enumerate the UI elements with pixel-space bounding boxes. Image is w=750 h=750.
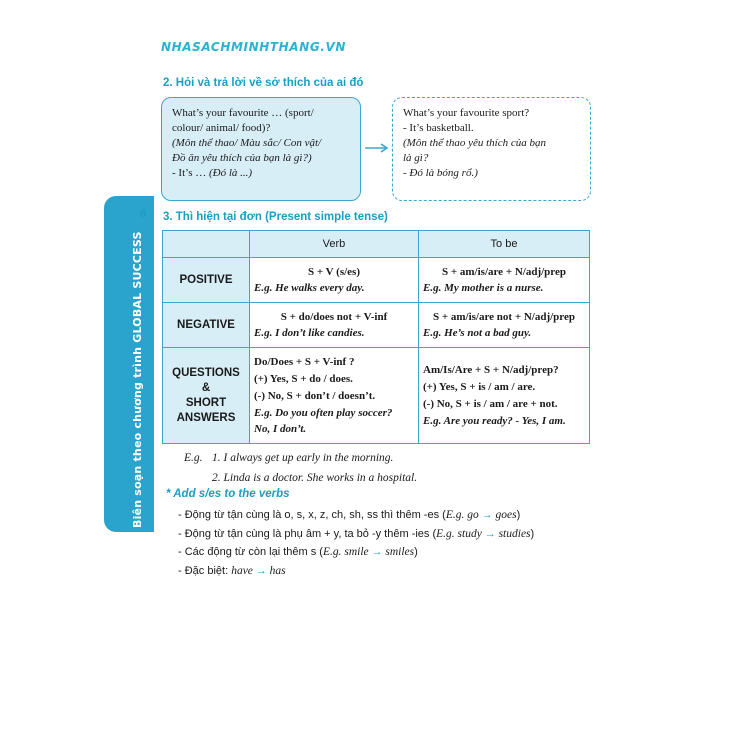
arrow-right-icon: → [255,564,267,577]
questions-tobe-line: (+) Yes, S + is / am / are. [423,381,536,393]
questions-verb-cell [250,348,419,444]
negative-verb-formula: S + do/does not + V-inf [280,311,388,323]
questions-verb-line: Do/Does + S + V-inf ? [254,356,355,368]
rule-item [178,525,534,544]
table-header-verb: Verb [250,231,419,258]
positive-verb-cell [250,258,419,303]
positive-tobe-example: E.g. My mother is a nurse. [423,282,544,294]
rule-example-lead: E.g. smile [322,546,372,558]
side-book-title: Biên soạn theo chương trình GLOBAL SUCCESS [131,231,144,528]
positive-verb-formula: S + V (s/es) [307,266,360,278]
side-tab [104,196,154,532]
positive-tobe-cell [419,258,590,303]
example-text-1: 1. I always get up early in the morning. [212,452,394,464]
negative-label: NEGATIVE [163,303,250,348]
left-line-5-italic: (Đó là ...) [208,167,253,179]
section-3-title: 3. Thì hiện tại đơn (Present simple tense) [163,211,388,223]
questions-tobe-example: E.g. Are you ready? - Yes, I am. [423,415,566,427]
rule-item [178,543,534,562]
arrow-right-icon: → [484,527,496,540]
questions-label-2: & [201,381,211,394]
questions-tobe-line: (-) No, S + is / am / are + not. [423,398,558,410]
examples-block [184,448,417,488]
example-line-2: 2. Linda is a doctor. She works in a hospital. [212,472,418,484]
rule-example-lead: E.g. go [445,509,482,521]
questions-label-3: SHORT [185,396,227,409]
present-simple-table [162,230,590,444]
negative-verb-cell [250,303,419,348]
rule-example-result: goes [495,509,517,521]
rule-example-lead: E.g. study [436,527,485,540]
questions-verb-line: (-) No, S + don’t / doesn’t. [254,390,376,402]
left-line-5 [172,166,352,181]
questions-tobe-line: Am/Is/Are + S + N/adj/prep? [423,364,559,376]
questions-tobe-cell [419,348,590,444]
table-row-negative [163,303,590,348]
section-2-title: 2. Hỏi và trả lời về sở thích của ai đó [163,77,364,89]
rule-example-lead: have [231,564,256,577]
questions-label-4: ANSWERS [176,411,236,424]
rule-text: - Đặc biệt: [178,564,232,577]
negative-verb-example: E.g. I don’t like candies. [254,327,365,339]
rule-close: ) [516,509,521,521]
add-s-es-title: * Add s/es to the verbs [166,488,290,500]
site-header: NHASACHMINHTHANG.VN [161,40,346,54]
table-row-questions [163,348,590,444]
right-line-5: - Đó là bóng rổ.) [403,167,478,179]
questions-verb-example: No, I don’t. [254,423,307,435]
question-pattern-box [161,97,361,201]
positive-tobe-formula: S + am/is/are + N/adj/prep [442,266,566,278]
rule-example-result: smiles [385,546,415,558]
rule-text: - Động từ tận cùng là phụ âm + y, ta bỏ -y thêm -ies ( [178,527,437,540]
questions-verb-line: (+) Yes, S + do / does. [254,373,353,385]
questions-verb-example: E.g. Do you often play soccer? [254,407,393,419]
positive-label: POSITIVE [163,258,250,303]
positive-verb-example: E.g. He walks every day. [254,282,365,294]
right-line-3: (Môn thể thao yêu thích của bạn [403,137,546,149]
left-line-3: (Môn thể thao/ Màu sắc/ Con vật/ [172,137,322,149]
right-line-2: - It’s basketball. [403,122,474,134]
arrow-right-icon: → [371,546,383,558]
arrow-right-icon: → [481,509,493,521]
rule-close: ) [414,546,418,558]
negative-tobe-formula: S + am/is/are not + N/adj/prep [432,311,575,323]
left-line-2: colour/ animal/ food)? [172,122,271,134]
rule-text: - Động từ tận cùng là o, s, x, z, ch, sh, ss thì thêm -es ( [178,509,446,521]
right-line-1: What’s your favourite sport? [403,107,530,119]
right-line-4: là gì? [403,152,429,164]
negative-tobe-example: E.g. He’s not a bad guy. [423,327,532,339]
questions-label [163,348,250,444]
left-line-1: What’s your favourite … (sport/ [172,107,314,119]
arrow-right-icon [364,142,392,154]
example-box [392,97,591,201]
left-line-5-plain: - It’s … [172,167,209,179]
left-line-4: Đồ ăn yêu thích của bạn là gì?) [172,152,312,164]
page-number: 8 [140,208,147,220]
rule-example-result: studies [498,527,531,540]
rule-text: - Các động từ còn lại thêm s ( [178,546,323,558]
table-header-empty [163,231,250,258]
table-header-tobe: To be [419,231,590,258]
questions-label-1: QUESTIONS [172,366,240,379]
spelling-rules [178,506,534,580]
example-line-1 [184,448,417,468]
rule-item [178,562,534,581]
table-row-positive [163,258,590,303]
rule-close: ) [530,527,535,540]
rule-item [178,506,534,525]
example-label: E.g. [184,452,203,464]
negative-tobe-cell [419,303,590,348]
rule-example-result: has [269,564,286,577]
